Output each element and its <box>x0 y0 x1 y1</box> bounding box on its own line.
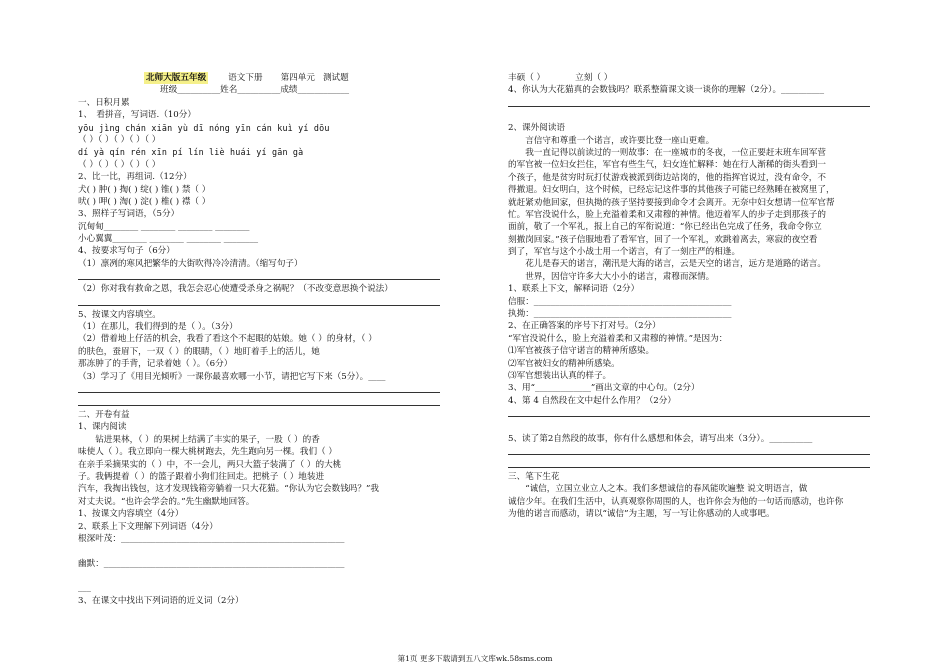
left-column <box>78 72 440 607</box>
text-line: 就赶紧劝他回家，但执拗的孩子坚持要接到命令才会离开。无奈中妇女想请一位军官帮 <box>508 197 835 208</box>
text-line: 面前，敬了一个军礼，报上自己的军衔说道：“你已经出色完成了任务，我命令你立 <box>508 222 822 233</box>
text-line: 吠( ) 呷( ) 淘( ) 淀( ) 椎( ) 襟（ ） <box>78 196 211 207</box>
page-header <box>78 72 440 84</box>
text-line: （ ）（ ）（ ）（ ）（ ） <box>78 134 161 145</box>
text-line: 刻撤岗回家。”孩子信服地看了看军官，回了一个军礼，欢跳着离去，寒寂的夜空看 <box>508 234 818 245</box>
text-line: 1、课内阅读 <box>78 422 127 433</box>
text-line: （1）凛冽的寒风把繁华的大街吹得冷冷清清。（缩写句子） <box>78 258 303 269</box>
text-line: 沉甸甸________ ________ ________ ________ <box>78 221 250 232</box>
right-column <box>508 72 870 521</box>
text-line: 4、第 4 自然段在文中起什么作用？（2分） <box>508 395 676 406</box>
text-line: 5、读了第2自然段的故事，你有什么感想和体会，请写出来（3分）。__________ <box>508 433 813 444</box>
text-line: 2、比一比，再组词.（12分） <box>78 172 192 183</box>
text-line: 1、按课文内容填空（4分） <box>78 509 184 520</box>
text-line: （1）在那儿，我们得到的是（ ）。（3分） <box>78 322 238 333</box>
text-line: 执拗：______________________________________________ <box>508 309 732 320</box>
text-line <box>508 110 870 122</box>
answer-line <box>78 383 440 393</box>
text-line <box>78 570 440 582</box>
text-line: 对丈夫说。“也许会学会的。”先生幽默地回答。 <box>78 496 255 507</box>
text-line: 根深叶茂：____________________________________________________ <box>78 533 345 544</box>
text-line: 信服：______________________________________________ <box>508 296 732 307</box>
text-line: 4、按要求写句子（6分） <box>78 246 175 257</box>
text-line: 世界，因信守许多大大小小的诺言，肃穆而深情。 <box>508 271 715 282</box>
text-line: 味使人（ ）。我立即向一棵大桃树跑去，先生跑向另一棵。我们（ ） <box>78 447 337 458</box>
answer-line <box>508 97 870 107</box>
text-line: 小心翼翼________ ________ ________ ________ <box>78 234 259 245</box>
text-line: 3、用“_____________”画出文章的中心句。（2分） <box>508 383 700 394</box>
text-line: （ ）（ ）（ ）（ ）（ ） <box>78 159 161 170</box>
answer-line <box>508 445 870 455</box>
text-line: 钻进果林，（ ）的果树上结满了丰实的果子，一股（ ）的香 <box>78 434 320 445</box>
text-line <box>78 545 440 557</box>
text-line: （3）学习了《用目光倾听》一课你最喜欢哪一小节，请把它写下来（5分）。____ <box>78 371 386 382</box>
grade-title: 北师大版五年级 <box>146 73 207 83</box>
unit-label: 第四单元 <box>280 73 315 83</box>
student-info-line: 班级__________姓名__________成绩____________ <box>160 85 350 96</box>
text-line: “军官没说什么，脸上充溢着柔和又肃穆的神情。”是因为： <box>508 333 728 344</box>
text-line: ___ <box>78 583 91 594</box>
text-line: 三、笔下生花 <box>508 471 560 482</box>
text-line: 在亲手采摘果实的（ ）中，不一会儿，两只大篮子装满了（ ）的大桃 <box>78 459 342 470</box>
text-line: 一、日积月累 <box>78 97 130 108</box>
answer-line <box>78 296 440 306</box>
text-line: 犬( ) 肿( ) 掏( ) 绽( ) 锥( ) 禁（ ） <box>78 184 211 195</box>
text-line: 2、课外阅读语 <box>508 123 566 134</box>
answer-line <box>78 270 440 280</box>
text-line: 二、开卷有益 <box>78 410 130 420</box>
text-line: 忙。军官没说什么，脸上充溢着柔和又肃穆的神情。他迈着军人的步子走到那孩子的 <box>508 209 826 220</box>
text-line: 2、联系上下文理解下列词语（4分） <box>78 521 218 532</box>
text-line: 个孩子，他是贫穷时玩打仗游戏被派到街边站岗的，他的指挥官说过，没有命令，不 <box>508 172 826 183</box>
text-line: “诚信，立国立业立人之本。我们多想诚信的春风能吹遍整 说文明语言，做 <box>508 484 808 495</box>
text-line: 得撤退。妇女明白，这个时候，已经忘记这件事的其他孩子可能已经熟睡在被窝里了， <box>508 185 835 196</box>
text-line: 5、按课文内容填空。 <box>78 309 161 320</box>
text-line: dí yà qín rén xīn pí lín liè huái yí gān gà <box>78 147 304 158</box>
text-line: 的军官被一位妇女拦住，军官有些生气，妇女连忙解释：她在行人渐稀的街头看到一 <box>508 160 826 171</box>
text-line: 的肤色，蚕眉下，一双（ ）的眼睛，（ ）地盯着手上的活儿，她 <box>78 346 320 357</box>
answer-line <box>508 458 870 468</box>
text-line: （2）借着地上仔活的机会，我看了看这个不起眼的姑娘。她（ ）的身材，（ ） <box>78 334 377 345</box>
text-line: 2、在正确答案的序号下打对号。（2分） <box>508 321 661 332</box>
text-line: 那冻肿了的手背，记录着她（ ）。（6分） <box>78 359 233 370</box>
text-line: 子。我俩提着（ ）的篮子跟着小狗们往回走。把桃子（ ）地装进 <box>78 471 325 482</box>
text-line: 汽车，我掏出钱包，这才发现钱箱旁躺着一只大花猫。“你认为它会数钱吗？”我 <box>78 484 379 495</box>
text-line: 丰硕（ ） 立刻（ ） <box>508 73 613 83</box>
text-line: 诚信少年。在我们生活中，认真观察你周围的人，也许你会为他的一句话而感动，也许你 <box>508 496 844 507</box>
text-line: ⑴军官被孩子信守诺言的精神所感染。 <box>508 346 655 357</box>
text-line: 幽默：________________________________________________________ <box>78 558 345 569</box>
text-line: 为他的诺言而感动，请以“诚信”为主题，写一写让你感动的人或事吧。 <box>508 509 775 520</box>
answer-line <box>508 407 870 417</box>
text-line: 3、在课文中找出下列词语的近义词（2分） <box>78 595 244 606</box>
text-line: 我一直记得以前读过的一则故事：在一座城市的冬夜，一位正要赶末班车回军营 <box>508 147 826 158</box>
text-line: 3、照样子写词语，（5分） <box>78 209 180 220</box>
text-line: yōu jìng chán xiān yù dī nóng yīn cán kuì yí dōu <box>78 122 330 133</box>
left-body <box>78 97 440 607</box>
page-footer: 第1页 更多下载请到五八文库wk.58sms.com <box>397 654 553 663</box>
subject-label: 语文下册 <box>228 73 263 83</box>
test-label: 测试题 <box>322 73 349 83</box>
text-line: 花儿是春天的诺言，潮汛是大海的诺言，云是天空的诺言，远方是道路的诺言。 <box>508 259 826 270</box>
text-line: ⑶军官想装出认真的样子。 <box>508 370 612 381</box>
text-line: 言信守和尊重一个诺言，或许要比登一座山更难。 <box>508 135 715 146</box>
answer-line <box>78 396 440 406</box>
text-line: 4、你认为大花猫真的会数钱吗？联系整篇课文谈一谈你的理解（2分）。__________ <box>508 85 825 96</box>
text-line: 1、 看拼音，写词语.（10分） <box>78 110 196 121</box>
text-line <box>508 420 870 432</box>
text-line: 1、联系上下文，解释词语（2分） <box>508 284 640 295</box>
right-body <box>508 72 870 521</box>
text-line: （2）你对我有救命之恩，我怎会忍心使遭受杀身之祸呢？（不改变意思换个说法） <box>78 284 393 295</box>
text-line: ⑵军官被妇女的精神所感染。 <box>508 358 620 369</box>
text-line: 到了，军官与这个小战士用一个诺言，有了一刻庄严的相逢。 <box>508 247 741 258</box>
